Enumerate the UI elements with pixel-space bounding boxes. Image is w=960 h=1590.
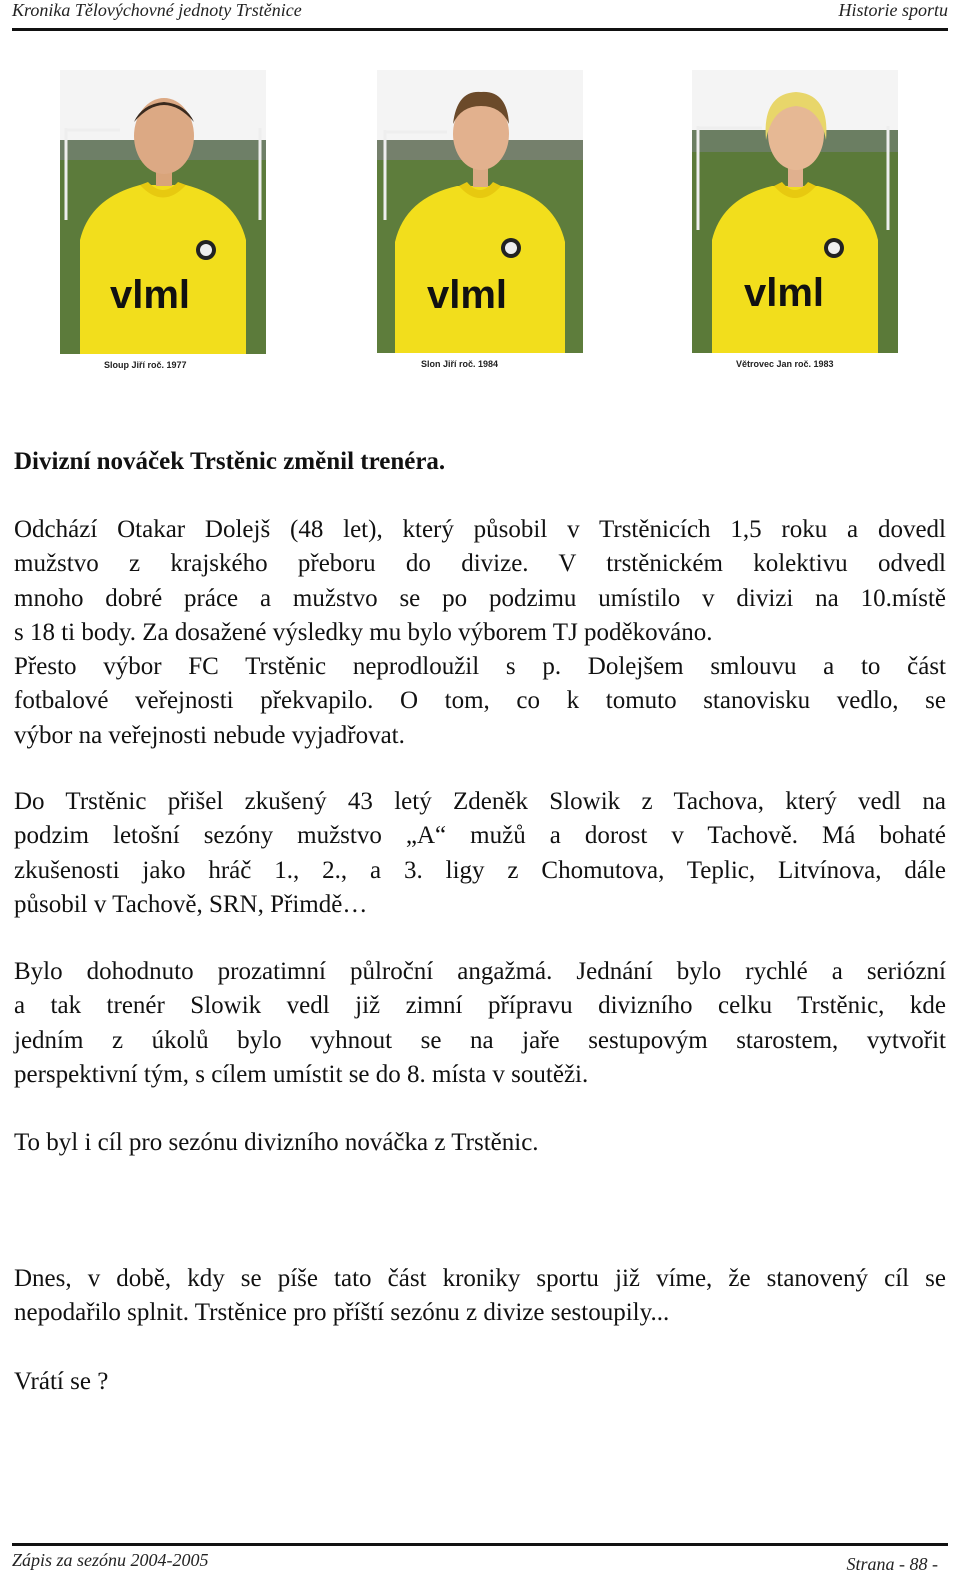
player-photo-image: [377, 70, 583, 353]
article-paragraph: [14, 785, 946, 922]
player-photo-image: [60, 70, 266, 354]
svg-text:vlml: vlml: [744, 271, 825, 315]
page-number: Strana - 88 -: [846, 1554, 938, 1574]
text-line: mužstvo z krajského přeboru do divize. V trstěnickém kolektivu odvedl: [14, 550, 946, 578]
text-line: výbor na veřejnosti nebude vyjadřovat.: [14, 721, 405, 749]
player-caption: Slon Jiří roč. 1984: [421, 359, 499, 369]
article-paragraph: [14, 1262, 946, 1331]
text-line: podzim letošní sezóny mužstvo „A“ mužů a dorost v Tachově. Má bohaté: [14, 822, 946, 850]
text-line: zkušenosti jako hráč 1., 2., a 3. ligy z Chomutova, Teplic, Litvínova, dále: [14, 856, 946, 884]
player-caption: Sloup Jiří roč. 1977: [104, 360, 187, 370]
text-line: fotbalové veřejnosti překvapilo. O tom, co k tomuto stanovisku vedlo, se: [14, 687, 946, 715]
article-paragraph: [14, 1365, 946, 1399]
player-photos: [0, 60, 960, 390]
article-paragraph: [14, 1126, 946, 1160]
header-chronicle-title: Kronika Tělovýchovné jednoty Trstěnice: [12, 0, 302, 20]
text-line: nepodařilo splnit. Trstěnice pro příští sezónu z divize sestoupily...: [14, 1299, 670, 1327]
text-line: a tak trenér Slowik vedl již zimní přípravu divizního celku Trstěnic, kde: [14, 992, 946, 1020]
text-line: s 18 ti body. Za dosažené výsledky mu bylo výborem TJ poděkováno.: [14, 618, 713, 646]
svg-text:vlml: vlml: [110, 273, 191, 317]
header-divider: [12, 28, 948, 31]
text-line: působil v Tachově, SRN, Přimdě…: [14, 890, 368, 918]
text-line: Vrátí se ?: [14, 1368, 109, 1395]
text-line: Odchází Otakar Dolejš (48 let), který působil v Trstěnicích 1,5 roku a dovedl: [14, 516, 946, 543]
text-line: jedním z úkolů bylo vyhnout se na jaře sestupovým starostem, vytvořit: [14, 1026, 946, 1054]
footer-divider: [12, 1543, 948, 1546]
text-line: Do Trstěnic přišel zkušený 43 letý Zdeněk Slowik z Tachova, který vedl na: [14, 788, 946, 815]
text-line: mnoho dobré práce a mužstvo se po podzimu umístilo v divizi na 10.místě: [14, 584, 946, 612]
text-line: Bylo dohodnuto prozatimní půlroční angažmá. Jednání bylo rychlé a seriózní: [14, 958, 946, 985]
player-caption: Větrovec Jan roč. 1983: [736, 359, 834, 369]
text-line: Dnes, v době, kdy se píše tato část kroniky sportu již víme, že stanovený cíl se: [14, 1265, 946, 1292]
page-header: [12, 0, 948, 26]
footer-season-label: Zápis za sezónu 2004-2005: [12, 1550, 209, 1570]
text-line: To byl i cíl pro sezónu divizního nováčka z Trstěnic.: [14, 1129, 539, 1156]
article-title: Divizní nováček Trstěnic změnil trenéra.: [14, 448, 446, 475]
article-paragraph: [14, 955, 946, 1092]
player-photo-image: [692, 70, 898, 353]
text-line: Přesto výbor FC Trstěnic neprodloužil s p. Dolejšem smlouvu a to část: [14, 653, 946, 681]
svg-text:vlml: vlml: [427, 273, 508, 317]
text-line: perspektivní tým, s cílem umístit se do 8. místa v soutěži.: [14, 1060, 589, 1088]
header-section-title: Historie sportu: [838, 0, 948, 20]
article-paragraph: [14, 513, 946, 753]
